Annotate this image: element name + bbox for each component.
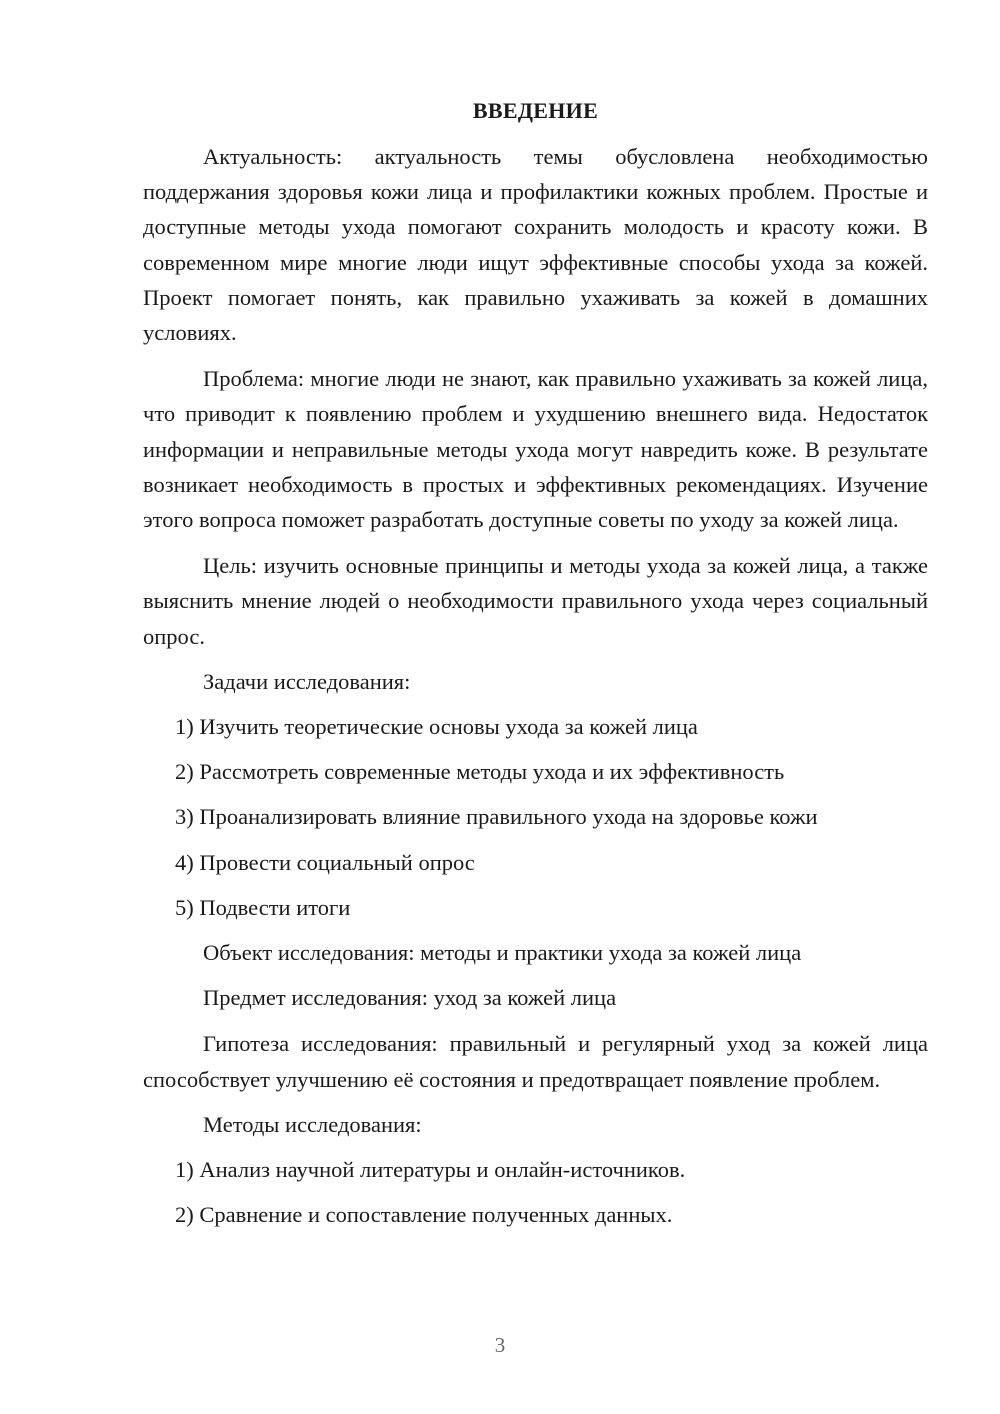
subject-line: Предмет исследования: уход за кожей лица bbox=[203, 985, 617, 1011]
task-item: 4) Провести социальный опрос bbox=[175, 849, 475, 875]
page-title: ВВЕДЕНИЕ bbox=[472, 98, 599, 123]
hypothesis-paragraph: Гипотеза исследования: правильный и регулярный уход за кожей лица способствует улучшению её состояния и предотвращает появление проблем. bbox=[143, 1031, 928, 1092]
relevance-paragraph: Актуальность: актуальность темы обусловлена необходимостью поддержания здоровья кожи лица и профилактики кожных проблем. Простые и доступные методы ухода помогают сохранить молодость и красоту кожи. В современном мире многие люди ищут эффективные способы ухода за кожей. Проект помогает понять, как правильно ухаживать за кожей в домашних условиях. bbox=[143, 144, 928, 346]
page-number: 3 bbox=[494, 1333, 506, 1357]
methods-heading: Методы исследования: bbox=[203, 1111, 422, 1137]
method-item: 2) Сравнение и сопоставление полученных данных. bbox=[175, 1202, 673, 1228]
problem-paragraph: Проблема: многие люди не знают, как правильно ухаживать за кожей лица, что приводит к появлению проблем и ухудшению внешнего вида. Недостаток информации и неправильные методы ухода могут навредить коже. В результате возникает необходимость в простых и эффективных рекомендациях. Изучение этого вопроса поможет разработать доступные советы по уходу за кожей лица. bbox=[143, 366, 928, 533]
document-page bbox=[143, 93, 928, 1232]
task-item: 5) Подвести итоги bbox=[175, 894, 351, 920]
task-item: 2) Рассмотреть современные методы ухода и их эффективность bbox=[175, 759, 785, 785]
method-item: 1) Анализ научной литературы и онлайн-источников. bbox=[175, 1157, 686, 1183]
tasks-heading: Задачи исследования: bbox=[203, 668, 411, 694]
task-item: 1) Изучить теоретические основы ухода за кожей лица bbox=[175, 714, 698, 740]
object-line: Объект исследования: методы и практики ухода за кожей лица bbox=[203, 940, 802, 966]
goal-paragraph: Цель: изучить основные принципы и методы ухода за кожей лица, а также выяснить мнение людей о необходимости правильного ухода через социальный опрос. bbox=[143, 553, 928, 649]
task-item: 3) Проанализировать влияние правильного ухода на здоровье кожи bbox=[175, 804, 818, 830]
